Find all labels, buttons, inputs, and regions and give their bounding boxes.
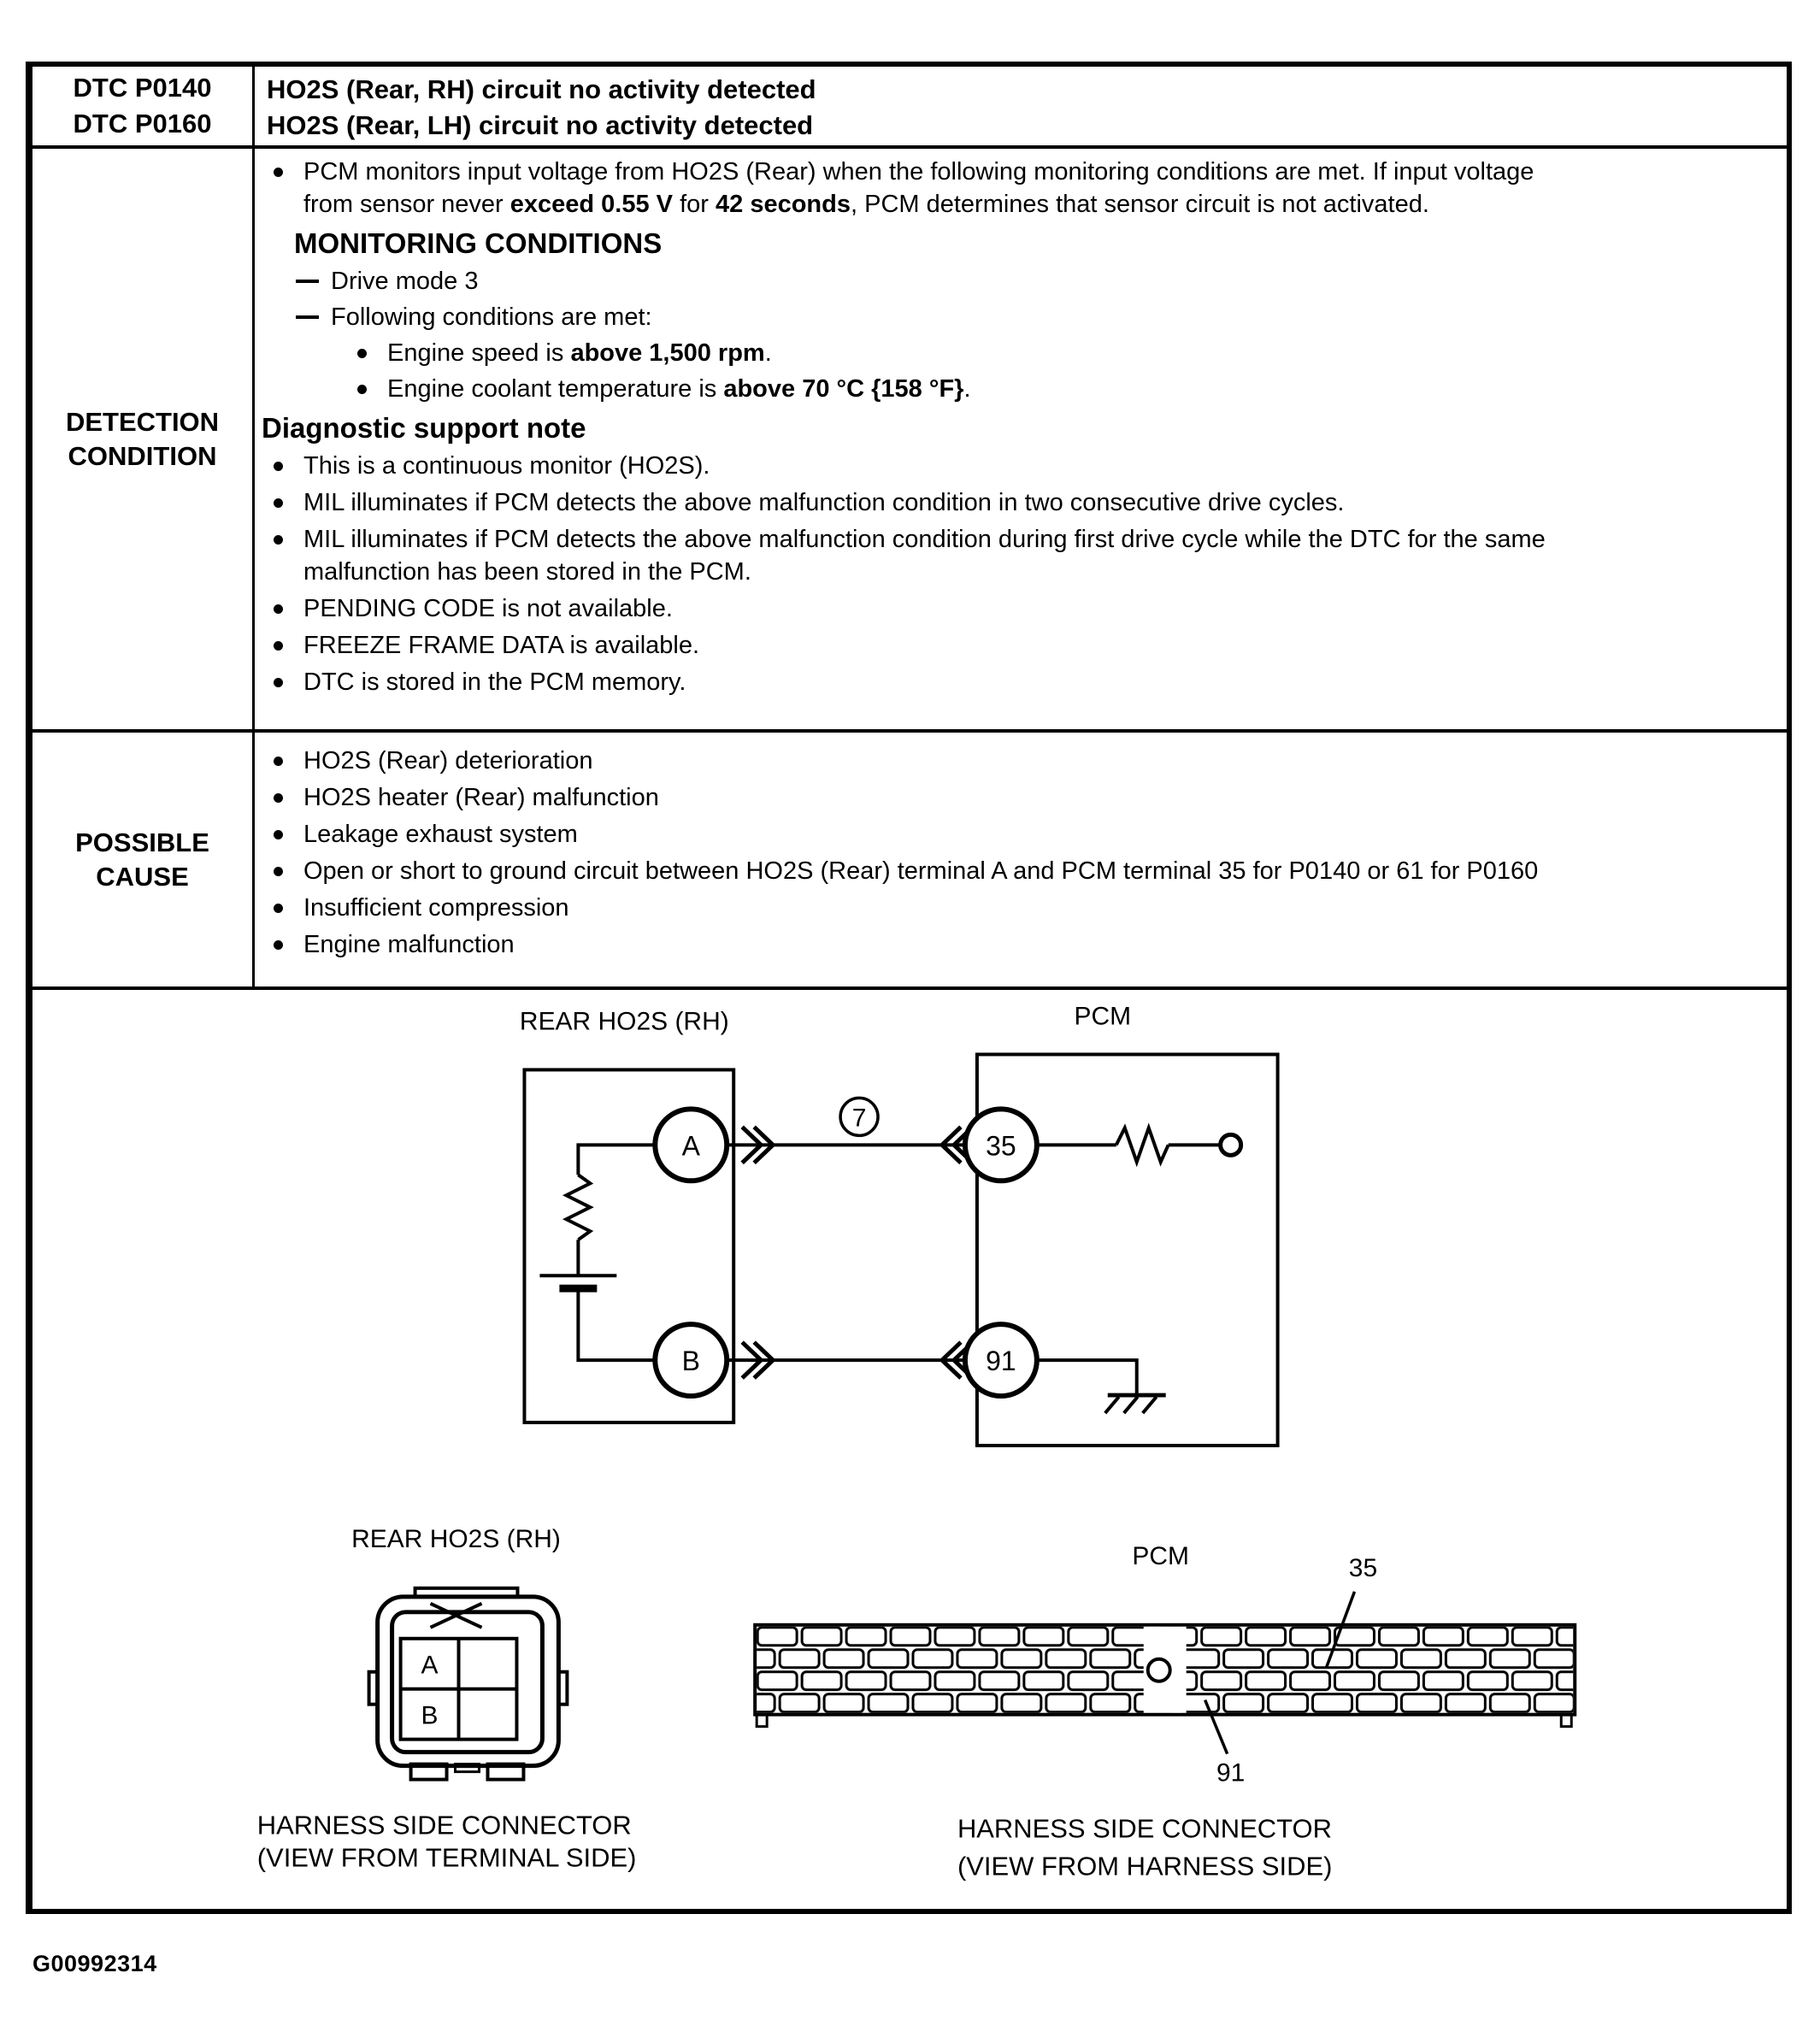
monitoring-sub-bullet bbox=[357, 373, 1770, 405]
pcm-connector-foot bbox=[757, 1715, 767, 1727]
monitoring-conditions-heading: MONITORING CONDITIONS bbox=[294, 227, 663, 259]
cause-item-text: HO2S (Rear) deterioration bbox=[303, 747, 593, 774]
support-note-text: DTC is stored in the PCM memory. bbox=[303, 668, 686, 696]
diagnostic-support-note-heading: Diagnostic support note bbox=[262, 412, 586, 444]
wiring-diagram bbox=[32, 990, 1787, 1909]
possible-cause-content bbox=[255, 733, 1787, 986]
support-note-text: MIL illuminates if PCM detects the above malfunction condition in two consecutive drive cycles. bbox=[303, 489, 1345, 516]
sub-bullet-text: Engine coolant temperature is above 70 °C {158 °F}. bbox=[387, 375, 971, 403]
detection-condition-label: DETECTION CONDITION bbox=[32, 149, 255, 729]
sensor-connector-title: REAR HO2S (RH) bbox=[351, 1524, 561, 1553]
connector-cell-a: A bbox=[421, 1651, 439, 1680]
pcm-connector-foot bbox=[1561, 1715, 1571, 1727]
sensor-resistor bbox=[566, 1175, 590, 1240]
cause-item bbox=[262, 855, 1770, 887]
dtc-info-table bbox=[26, 62, 1792, 1914]
monitoring-sub-bullet bbox=[357, 337, 1770, 369]
dash-item-text: Drive mode 3 bbox=[331, 268, 479, 295]
bullet-dot bbox=[274, 867, 283, 876]
wiring-diagram-row bbox=[32, 990, 1787, 1909]
pcm-connector-bolt-hole bbox=[1148, 1659, 1170, 1681]
bullet-dot bbox=[274, 940, 283, 950]
support-note bbox=[262, 666, 1770, 698]
dtc-codes bbox=[32, 67, 255, 145]
cause-item bbox=[262, 745, 1770, 777]
schematic bbox=[520, 1002, 1278, 1446]
ground-hatch bbox=[1124, 1397, 1138, 1413]
dtc-code-p0140: DTC P0140 bbox=[73, 73, 212, 103]
sensor-connector-caption-1: HARNESS SIDE CONNECTOR bbox=[256, 1810, 632, 1840]
bullet-dot bbox=[357, 385, 367, 394]
schematic-sensor-label: REAR HO2S (RH) bbox=[519, 1007, 729, 1036]
pcm-pin-91-callout-label: 91 bbox=[1216, 1758, 1246, 1787]
detection-condition-content bbox=[255, 149, 1787, 729]
connector-chevrons bbox=[742, 1127, 973, 1378]
bullet-dot bbox=[274, 757, 283, 766]
detection-condition-row bbox=[32, 149, 1787, 733]
dtc-title-p0160: HO2S (Rear, LH) circuit no activity detected bbox=[267, 110, 814, 140]
support-note-text: PENDING CODE is not available. bbox=[303, 595, 673, 622]
dtc-header-row bbox=[32, 67, 1787, 149]
pcm-connector-caption-1: HARNESS SIDE CONNECTOR bbox=[957, 1813, 1332, 1844]
detection-intro-bullet bbox=[262, 156, 1770, 221]
support-note-text: FREEZE FRAME DATA is available. bbox=[303, 632, 700, 659]
bullet-dot bbox=[274, 604, 283, 614]
terminal-b-label: B bbox=[681, 1346, 700, 1377]
figure-id: G00992314 bbox=[32, 1951, 157, 1976]
sensor-connector-caption-2: (VIEW FROM TERMINAL SIDE) bbox=[256, 1842, 637, 1873]
bullet-dot bbox=[357, 349, 367, 358]
bullet-dot bbox=[274, 904, 283, 913]
terminal-a-label: A bbox=[681, 1130, 700, 1162]
pcm-pullup-resistor bbox=[1116, 1128, 1169, 1162]
pcm-connector-figure bbox=[755, 1542, 1575, 1882]
cause-item-text: Leakage exhaust system bbox=[303, 821, 578, 848]
cause-item-text: Open or short to ground circuit between HO2S (Rear) terminal A and PCM terminal 35 for P0140 or 61 for P0160 bbox=[303, 857, 1539, 885]
support-note bbox=[262, 450, 1770, 482]
cause-item-text: HO2S heater (Rear) malfunction bbox=[303, 784, 659, 811]
connector-cell-b: B bbox=[421, 1701, 439, 1730]
detection-intro-text: PCM monitors input voltage from HO2S (Rear) when the following monitoring conditions are met. If input voltage from sensor never exceed 0.55 V for 42 seconds, PCM determines that sensor circuit is not activated. bbox=[303, 158, 1534, 218]
pcm-connector-title: PCM bbox=[1132, 1541, 1190, 1570]
ground-hatch bbox=[1143, 1397, 1157, 1413]
monitoring-dash-item bbox=[296, 265, 1770, 297]
support-note bbox=[262, 629, 1770, 662]
pcm-open-terminal bbox=[1221, 1134, 1241, 1155]
bullet-dot bbox=[274, 678, 283, 687]
connector-side-notch bbox=[369, 1672, 378, 1705]
bullet-dot bbox=[274, 641, 283, 651]
pcm-connector-caption-2: (VIEW FROM HARNESS SIDE) bbox=[957, 1851, 1333, 1882]
dash-icon bbox=[296, 315, 319, 319]
support-note bbox=[262, 523, 1770, 588]
bullet-dot bbox=[274, 535, 283, 545]
schematic-pcm-label: PCM bbox=[1074, 1002, 1132, 1031]
ground-hatch bbox=[1105, 1397, 1119, 1413]
cause-item bbox=[262, 781, 1770, 814]
cause-item-text: Engine malfunction bbox=[303, 931, 515, 958]
support-note bbox=[262, 592, 1770, 625]
cause-item bbox=[262, 892, 1770, 924]
sensor-connector-figure bbox=[257, 1525, 637, 1873]
dtc-titles bbox=[255, 67, 1787, 145]
monitoring-dash-item bbox=[296, 301, 1770, 333]
cause-item-text: Insufficient compression bbox=[303, 894, 569, 922]
bullet-dot bbox=[274, 498, 283, 508]
bullet-dot bbox=[274, 793, 283, 803]
pin-35-label: 35 bbox=[986, 1130, 1016, 1162]
wire-ref-label: 7 bbox=[851, 1104, 867, 1133]
connector-side-notch bbox=[558, 1672, 567, 1705]
pcm-pin-35-callout-label: 35 bbox=[1348, 1553, 1378, 1582]
sub-bullet-text: Engine speed is above 1,500 rpm. bbox=[387, 339, 772, 367]
dtc-code-p0160: DTC P0160 bbox=[73, 109, 212, 138]
possible-cause-label: POSSIBLE CAUSE bbox=[32, 733, 255, 986]
bullet-dot bbox=[274, 168, 283, 177]
bullet-dot bbox=[274, 462, 283, 471]
dash-item-text: Following conditions are met: bbox=[331, 303, 652, 331]
support-note-text: This is a continuous monitor (HO2S). bbox=[303, 452, 710, 480]
dash-icon bbox=[296, 280, 319, 283]
bullet-dot bbox=[274, 830, 283, 839]
pin-91-label: 91 bbox=[986, 1346, 1016, 1377]
dtc-title-p0140: HO2S (Rear, RH) circuit no activity detected bbox=[267, 74, 816, 104]
cause-item bbox=[262, 928, 1770, 961]
possible-cause-row bbox=[32, 733, 1787, 990]
cause-item bbox=[262, 818, 1770, 851]
support-note-text: MIL illuminates if PCM detects the above malfunction condition during first drive cycle while the DTC for the same malfunction has been stored in the PCM. bbox=[303, 526, 1546, 586]
support-note bbox=[262, 486, 1770, 519]
